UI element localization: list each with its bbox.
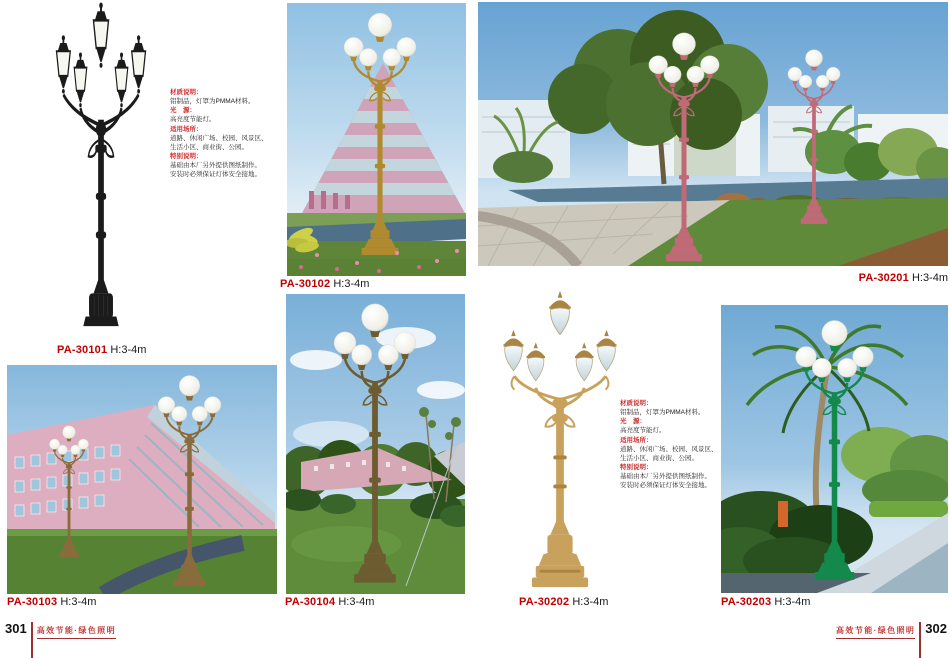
product-label-pa30104 <box>285 596 374 609</box>
photo-pa30201 <box>478 2 948 266</box>
spec-special-label: 特别说明： <box>620 464 653 472</box>
spec-light-text: 高亮度节能灯。 <box>620 427 666 435</box>
photo-pa30104 <box>286 294 465 594</box>
scene-pyramid-building <box>287 3 466 276</box>
product-label-pa30201 <box>859 272 948 285</box>
footer-divider-left <box>31 622 33 658</box>
spec-material-label: 材质说明： <box>170 89 203 96</box>
product-height: H:3-4m <box>572 596 609 608</box>
spec-place-label: 适用场所： <box>620 436 653 444</box>
product-label-pa30101 <box>57 344 146 357</box>
footer-slogan-right: 高效节能·绿色照明 <box>836 625 915 639</box>
product-code: PA-30201 <box>858 272 909 284</box>
spec-special-text-1: 基础由本厂另外提供图纸制作。 <box>170 162 261 170</box>
product-height: H:3-4m <box>110 344 147 356</box>
spec-special-text-1: 基础由本厂另外提供图纸制作。 <box>620 473 711 481</box>
bright-hedge <box>869 501 948 517</box>
spec-material-label: 材质说明： <box>620 400 653 407</box>
spec-light-text: 高亮度节能灯。 <box>170 116 216 124</box>
product-code: PA-30104 <box>285 596 336 608</box>
scene-lawn <box>286 294 465 594</box>
spec-light-label: 光 源： <box>620 418 646 426</box>
spec-block-2 <box>620 399 732 491</box>
product-label-pa30202 <box>519 596 608 609</box>
footer-left <box>5 622 116 658</box>
photo-pa30102 <box>287 3 466 276</box>
spec-material-text: 铝制品，灯罩为PMMA材料。 <box>170 98 255 106</box>
product-code: PA-30202 <box>519 596 570 608</box>
product-height: H:3-4m <box>333 278 370 290</box>
product-code: PA-30203 <box>721 596 772 608</box>
spec-special-text-2: 安装时必须保证灯体安全接地。 <box>620 482 711 490</box>
scene-pink-building <box>7 365 277 594</box>
footer-right <box>836 622 947 658</box>
spec-light-label: 光 源： <box>170 107 196 115</box>
photo-pa30103 <box>7 365 277 594</box>
product-code: PA-30102 <box>280 278 331 290</box>
product-height: H:3-4m <box>60 596 97 608</box>
product-height: H:3-4m <box>774 596 811 608</box>
page-number-right: 302 <box>925 621 947 636</box>
spec-place-text-2: 生活小区、商业街、公园。 <box>620 454 698 462</box>
footer-slogan-left: 高效节能·绿色照明 <box>37 625 116 639</box>
product-label-pa30103 <box>7 596 96 609</box>
product-code: PA-30103 <box>7 596 58 608</box>
spec-block-1 <box>170 88 282 180</box>
scene-palm <box>721 305 948 593</box>
spec-place-text-2: 生活小区、商业街、公园。 <box>170 143 248 151</box>
spec-place-text-1: 道路、休闲广场、校园、风景区、 <box>620 445 718 453</box>
lamp-photo-pa30101 <box>44 2 158 330</box>
product-height: H:3-4m <box>338 596 375 608</box>
scene-park <box>478 2 948 266</box>
spec-material-text: 铝制品，灯罩为PMMA材料。 <box>620 409 705 417</box>
spec-special-text-2: 安装时必须保证灯体安全接地。 <box>170 171 261 179</box>
windows <box>15 445 120 516</box>
spec-place-label: 适用场所： <box>170 125 203 133</box>
spec-place-text-1: 道路、休闲广场、校园、风景区、 <box>170 134 268 142</box>
lamp-photo-pa30202 <box>497 291 623 591</box>
product-label-pa30102 <box>280 278 369 291</box>
distant-foliage <box>841 427 948 510</box>
product-code: PA-30101 <box>57 344 108 356</box>
product-label-pa30203 <box>721 596 810 609</box>
photo-pa30203 <box>721 305 948 593</box>
orange-banner <box>778 501 788 527</box>
product-height: H:3-4m <box>911 272 948 284</box>
footer-divider-right <box>919 622 921 658</box>
spec-special-label: 特别说明： <box>170 153 203 161</box>
page-number-left: 301 <box>5 621 27 636</box>
